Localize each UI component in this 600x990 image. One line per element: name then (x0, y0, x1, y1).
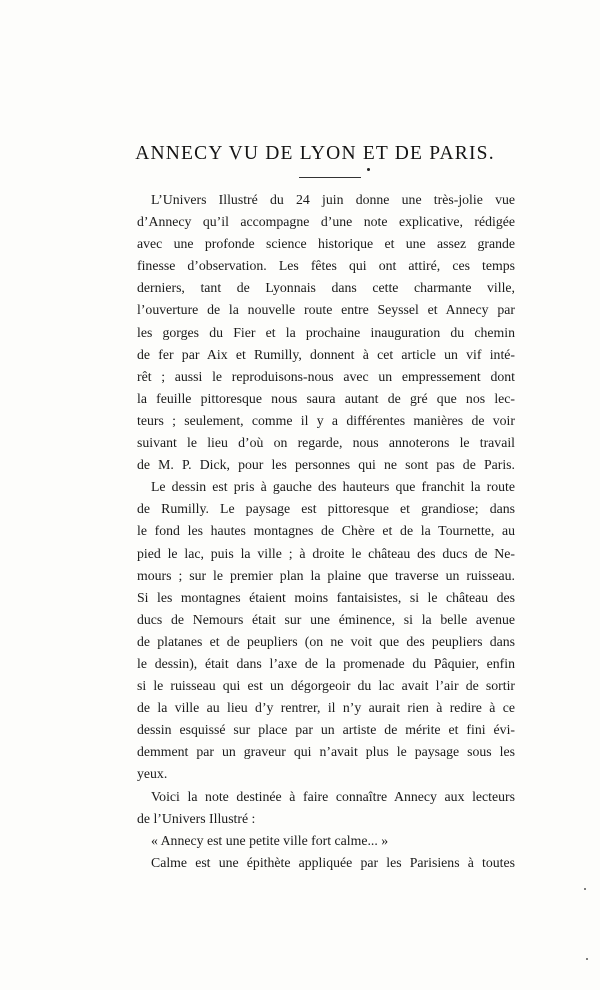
title-dot (367, 168, 370, 171)
body-line: de fer par Aix et Rumilly, donnent à cet article un vif inté- (137, 346, 515, 362)
body-line: le dessin), était dans l’axe de la promenade du Pâquier, enfin (137, 655, 515, 671)
body-line: demment par un graveur qui n’avait plus le paysage sous les (137, 744, 515, 760)
body-line: Si les montagnes étaient moins fantaisistes, si le château des (137, 589, 515, 605)
body-line: pied le lac, puis la ville ; à droite le château des ducs de Ne- (137, 545, 515, 561)
body-line: suivant le lieu d’où on regarde, nous annoterons le travail (137, 435, 515, 451)
body-line: Voici la note destinée à faire connaître Annecy aux lecteurs (151, 788, 515, 804)
body-line: L’Univers Illustré du 24 juin donne une très-jolie vue (151, 192, 515, 207)
body-line: de l’Univers Illustré : (137, 810, 256, 826)
body-line: avec une profonde science historique et une assez grande (137, 236, 515, 252)
body-line: mours ; sur le premier plan la plaine que traverse un ruisseau. (137, 567, 515, 583)
body-line: dessin esquissé sur place par un artiste de mérite et fini évi- (137, 722, 515, 738)
article-body (137, 189, 515, 874)
body-line: l’ouverture de la nouvelle route entre Seyssel et Annecy par (137, 302, 515, 318)
body-line: Le dessin est pris à gauche des hauteurs que franchit la route (151, 479, 515, 495)
paper-speck (584, 888, 586, 890)
body-line: de Rumilly. Le paysage est pittoresque et grandiose; dans (137, 501, 515, 517)
paper-speck (586, 958, 588, 960)
quote-line: « Annecy est une petite ville fort calme... » (151, 832, 389, 848)
body-line: les gorges du Fier et la prochaine inauguration du chemin (137, 324, 515, 340)
body-line: le fond les hautes montagnes de Chère et de la Tournette, au (137, 523, 515, 539)
body-line: d’Annecy qu’il accompagne d’une note explicative, rédigée (137, 214, 515, 230)
body-line: Calme est une épithète appliquée par les Parisiens à toutes (151, 854, 515, 870)
body-line: de platanes et de peupliers (on ne voit que des peupliers dans (137, 633, 515, 649)
body-line: la feuille pittoresque nous saura autant de gré que nos lec- (137, 390, 515, 406)
body-line: yeux. (137, 766, 168, 782)
body-line: rêt ; aussi le reproduisons-nous avec un empressement dont (137, 368, 515, 384)
body-line: si le ruisseau qui est un dégorgeoir du lac avait l’air de sortir (137, 678, 515, 694)
body-line: teurs ; seulement, comme il y a différentes manières de voir (137, 412, 515, 428)
article-title: ANNECY VU DE LYON ET DE PARIS. (135, 143, 495, 164)
body-line: derniers, tant de Lyonnais dans cette charmante ville, (137, 280, 515, 296)
body-line: de la ville au lieu d’y rentrer, il n’y aurait rien à redire à ce (137, 700, 515, 716)
body-line: finesse d’observation. Les fêtes qui ont attiré, ces temps (137, 258, 515, 274)
body-line: de M. P. Dick, pour les personnes qui ne sont pas de Paris. (137, 457, 515, 473)
body-line: ducs de Nemours était sur une éminence, si la belle avenue (137, 611, 515, 627)
title-rule (299, 177, 361, 178)
